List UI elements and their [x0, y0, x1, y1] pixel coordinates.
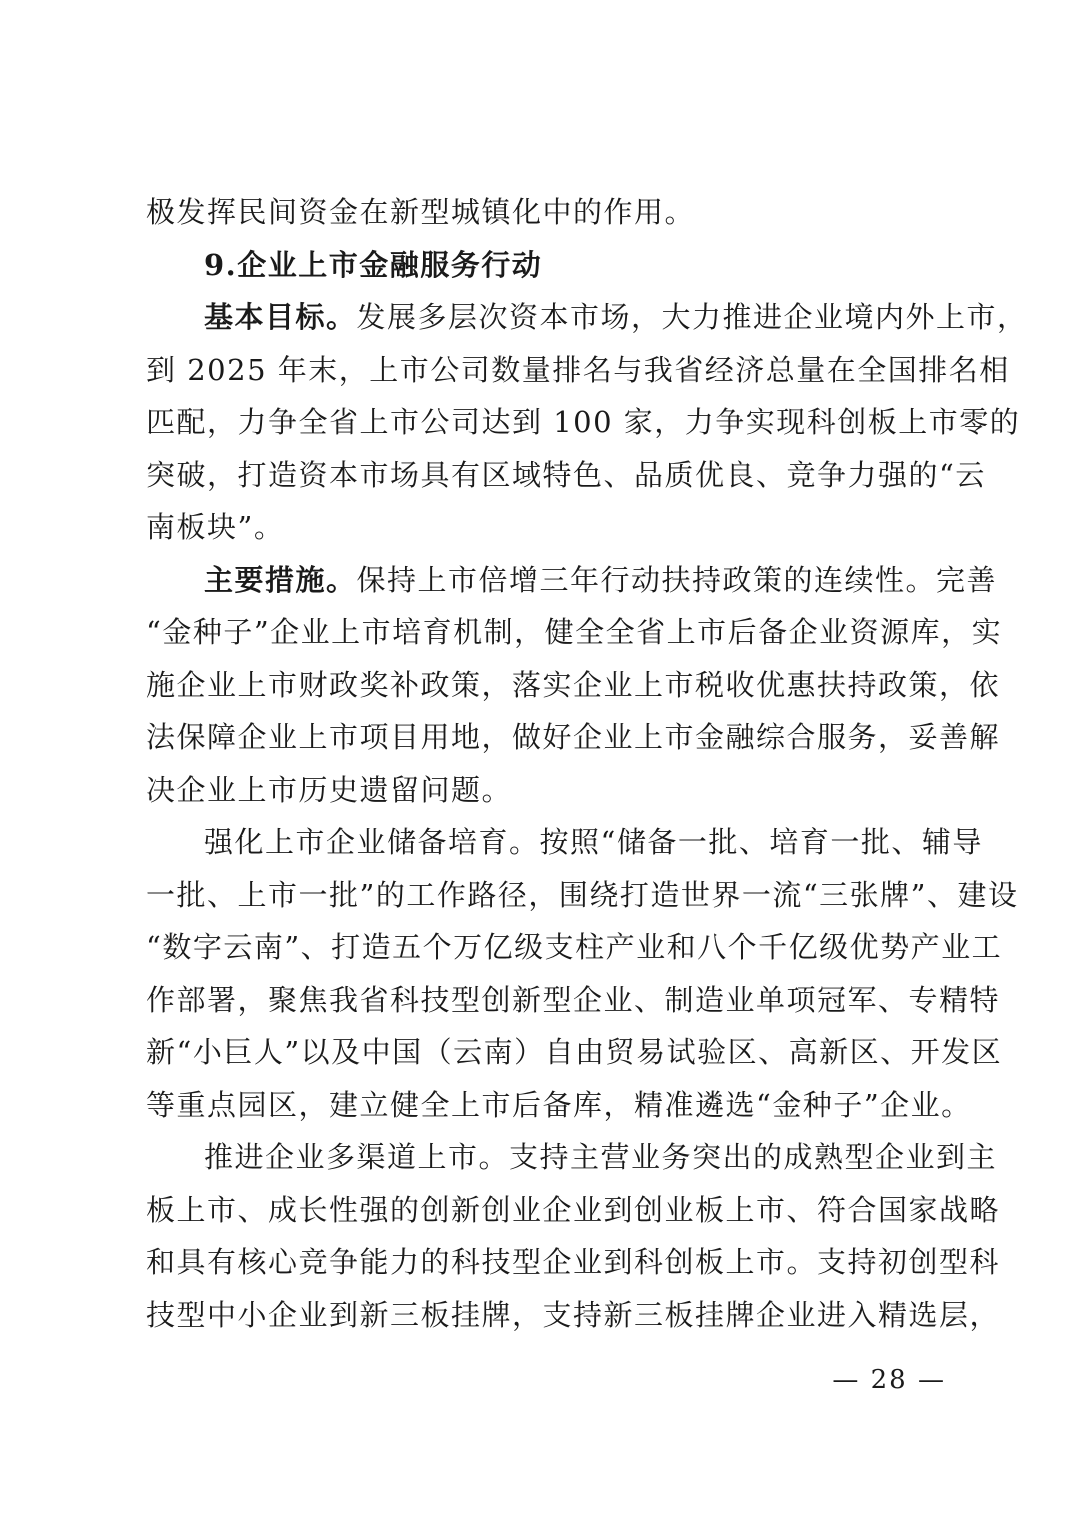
paragraph-line: [146, 449, 986, 502]
line-text: 和具有核心竞争能力的科技型企业到科创板上市。支持初创型科: [146, 1245, 1001, 1279]
page-number: — 28 —: [832, 1365, 946, 1395]
line-text: 一批、上市一批”的工作路径，围绕打造世界一流“三张牌”、建设: [146, 877, 1019, 912]
line-text: 决企业上市历史遗留问题。: [146, 772, 513, 807]
line-text: 到 2025 年末，上市公司数量排名与我省经济总量在全国排名相: [146, 352, 1010, 387]
paragraph-line: [146, 816, 983, 869]
line-text: 等重点园区，建立健全上市后备库，精准遴选“金种子”企业。: [146, 1087, 972, 1122]
paragraph-line: [146, 764, 946, 817]
paragraph-line: [146, 921, 1003, 974]
line-text: “金种子”企业上市培育机制，健全全省上市后备企业资源库，实: [146, 615, 1003, 649]
paragraph-lead: 基本目标。: [204, 300, 357, 334]
line-text: 发展多层次资本市场，大力推进企业境内外上市，: [356, 300, 1028, 334]
paragraph-line: [146, 1289, 1001, 1342]
paragraph-line: [146, 186, 946, 239]
paragraph-line: [146, 1026, 1003, 1079]
paragraph-line: [146, 291, 1028, 344]
line-text: 突破，打造资本市场具有区域特色、品质优良、竞争力强的“云: [146, 457, 986, 492]
line-text: 南板块”。: [146, 510, 285, 544]
paragraph-line: [146, 1079, 972, 1132]
line-text: 技型中小企业到新三板挂牌，支持新三板挂牌企业进入精选层，: [146, 1297, 1001, 1332]
paragraph-line: [146, 1131, 998, 1184]
line-text: 法保障企业上市项目用地，做好企业上市金融综合服务，妥善解: [146, 720, 1001, 754]
paragraph-line: [146, 344, 1010, 397]
line-text: 作部署，聚焦我省科技型创新型企业、制造业单项冠军、专精特: [146, 982, 1001, 1017]
paragraph-line: [146, 974, 1001, 1027]
line-text: 匹配，力争全省上市公司达到 100 家，力争实现科创板上市零的: [146, 405, 1021, 439]
paragraph-line: [146, 501, 946, 554]
paragraph-line: [146, 1184, 1001, 1237]
body-text: [146, 186, 1028, 1341]
paragraph-line: [146, 1236, 1001, 1289]
section-heading: [146, 239, 946, 292]
paragraph-line: [146, 869, 1019, 922]
paragraph-line: [146, 396, 1021, 449]
line-text: 板上市、成长性强的创新创业企业到创业板上市、符合国家战略: [146, 1192, 1001, 1227]
line-text: 推进企业多渠道上市。支持主营业务突出的成熟型企业到主: [204, 1140, 998, 1174]
paragraph-line: [146, 554, 998, 607]
line-text: 施企业上市财政奖补政策，落实企业上市税收优惠扶持政策，依: [146, 667, 1001, 702]
line-text: 强化上市企业储备培育。按照“储备一批、培育一批、辅导: [204, 825, 983, 859]
paragraph-line: [146, 711, 1001, 764]
paragraph-line: [146, 659, 1001, 712]
paragraph-line: [146, 606, 1003, 659]
line-text: “数字云南”、打造五个万亿级支柱产业和八个千亿级优势产业工: [146, 930, 1003, 964]
heading-text: 9.企业上市金融服务行动: [204, 247, 543, 282]
line-text: 极发挥民间资金在新型城镇化中的作用。: [146, 195, 696, 229]
line-text: 新“小巨人”以及中国（云南）自由贸易试验区、高新区、开发区: [146, 1035, 1003, 1069]
line-text: 保持上市倍增三年行动扶持政策的连续性。完善: [356, 562, 998, 597]
paragraph-lead: 主要措施。: [204, 562, 357, 597]
